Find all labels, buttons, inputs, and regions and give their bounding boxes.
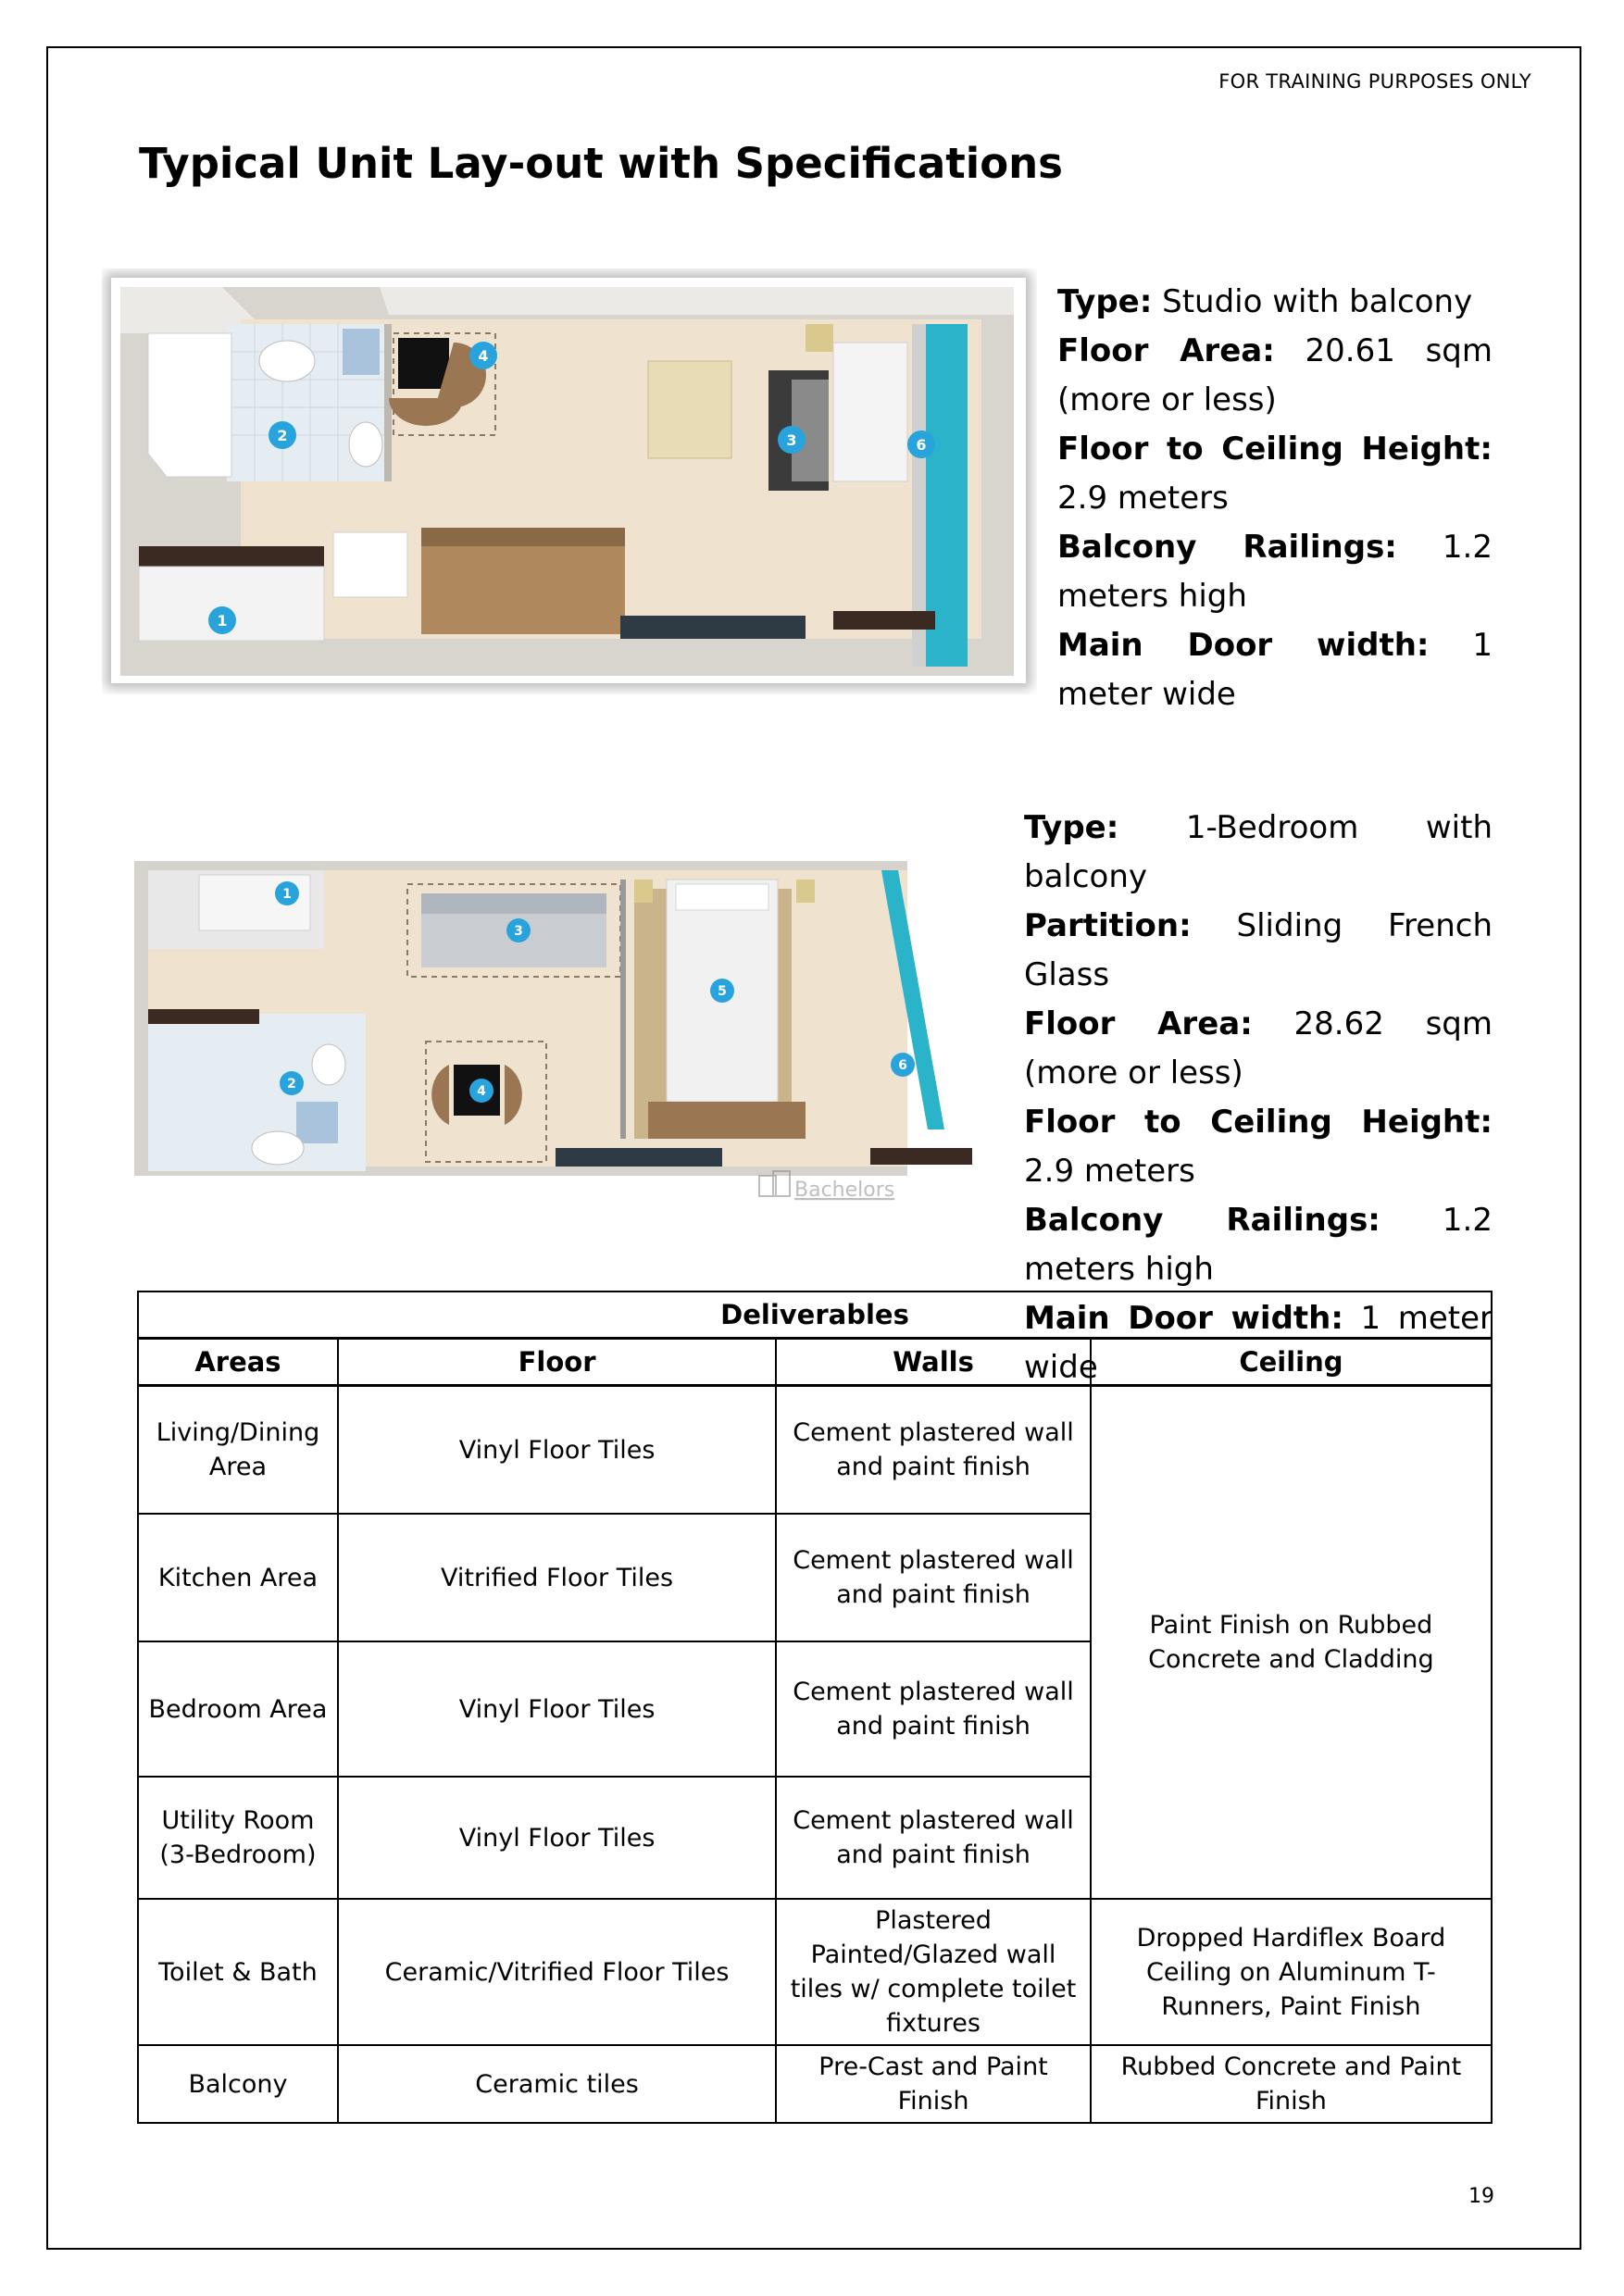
studio-specs xyxy=(1057,278,1493,719)
studio-floor-plan xyxy=(102,268,1037,694)
svg-text:5: 5 xyxy=(718,984,727,999)
svg-text:4: 4 xyxy=(478,347,489,365)
spec-ceiling-height: Floor to Ceiling Height: 2.9 meters xyxy=(1024,1104,1493,1190)
cell-floor: Vitrified Floor Tiles xyxy=(338,1514,776,1641)
one-bedroom-floor-plan xyxy=(130,852,1005,1208)
table-row xyxy=(138,2045,1492,2123)
cell-walls: Cement plastered wall and paint finish xyxy=(776,1386,1091,1515)
spec-type: Type: 1-Bedroom with balcony xyxy=(1024,809,1493,895)
svg-text:Bachelors: Bachelors xyxy=(794,1179,895,1202)
cell-floor: Vinyl Floor Tiles xyxy=(338,1386,776,1515)
cell-area: Toilet & Bath xyxy=(138,1899,338,2045)
cell-walls: Cement plastered wall and paint finish xyxy=(776,1777,1091,1899)
page-number: 19 xyxy=(1468,2185,1494,2208)
spec-type: Type: Studio with balcony xyxy=(1057,283,1473,320)
deliverables-table xyxy=(137,1291,1493,2124)
column-header-floor: Floor xyxy=(338,1339,776,1386)
spec-partition: Partition: Sliding French Glass xyxy=(1024,907,1493,993)
column-header-walls: Walls xyxy=(776,1339,1091,1386)
svg-text:2: 2 xyxy=(277,427,288,444)
cell-floor: Ceramic tiles xyxy=(338,2045,776,2123)
cell-walls: Cement plastered wall and paint finish xyxy=(776,1641,1091,1777)
svg-text:4: 4 xyxy=(477,1084,486,1099)
column-header-ceiling: Ceiling xyxy=(1091,1339,1492,1386)
cell-area: Balcony xyxy=(138,2045,338,2123)
table-title: Deliverables xyxy=(138,1292,1492,1339)
svg-text:2: 2 xyxy=(287,1077,296,1092)
spec-main-door: Main Door width: 1 meter wide xyxy=(1057,627,1493,713)
svg-text:6: 6 xyxy=(916,436,927,454)
cell-floor: Vinyl Floor Tiles xyxy=(338,1777,776,1899)
cell-ceiling: Rubbed Concrete and Paint Finish xyxy=(1091,2045,1492,2123)
cell-walls: Cement plastered wall and paint finish xyxy=(776,1514,1091,1641)
page-title: Typical Unit Lay-out with Specifications xyxy=(139,139,1063,188)
cell-floor: Ceramic/Vitrified Floor Tiles xyxy=(338,1899,776,2045)
cell-ceiling: Dropped Hardiflex Board Ceiling on Aluminum T-Runners, Paint Finish xyxy=(1091,1899,1492,2045)
spec-main-door: Main Door width: 1 meter wide xyxy=(1024,1300,1493,1386)
spec-ceiling-height: Floor to Ceiling Height: 2.9 meters xyxy=(1057,430,1493,517)
spec-floor-area: Floor Area: 28.62 sqm (more or less) xyxy=(1024,1005,1493,1092)
table-row xyxy=(138,1899,1492,2045)
table-row xyxy=(138,1386,1492,1515)
svg-text:1: 1 xyxy=(217,612,228,630)
cell-area: Kitchen Area xyxy=(138,1514,338,1641)
svg-text:1: 1 xyxy=(282,887,292,902)
svg-text:3: 3 xyxy=(514,924,523,939)
cell-area: Utility Room (3-Bedroom) xyxy=(138,1777,338,1899)
cell-area: Living/Dining Area xyxy=(138,1386,338,1515)
cell-walls: Plastered Painted/Glazed wall tiles w/ complete toilet fixtures xyxy=(776,1899,1091,2045)
spec-balcony-railings: Balcony Railings: 1.2 meters high xyxy=(1057,529,1493,615)
cell-area: Bedroom Area xyxy=(138,1641,338,1777)
svg-text:3: 3 xyxy=(786,431,797,449)
cell-shared-ceiling: Paint Finish on Rubbed Concrete and Cladding xyxy=(1091,1386,1492,1900)
header-note: FOR TRAINING PURPOSES ONLY xyxy=(1218,70,1531,93)
column-header-areas: Areas xyxy=(138,1339,338,1386)
spec-floor-area: Floor Area: 20.61 sqm (more or less) xyxy=(1057,332,1493,418)
cell-floor: Vinyl Floor Tiles xyxy=(338,1641,776,1777)
cell-walls: Pre-Cast and Paint Finish xyxy=(776,2045,1091,2123)
spec-balcony-railings: Balcony Railings: 1.2 meters high xyxy=(1024,1202,1493,1288)
svg-text:6: 6 xyxy=(898,1058,907,1073)
